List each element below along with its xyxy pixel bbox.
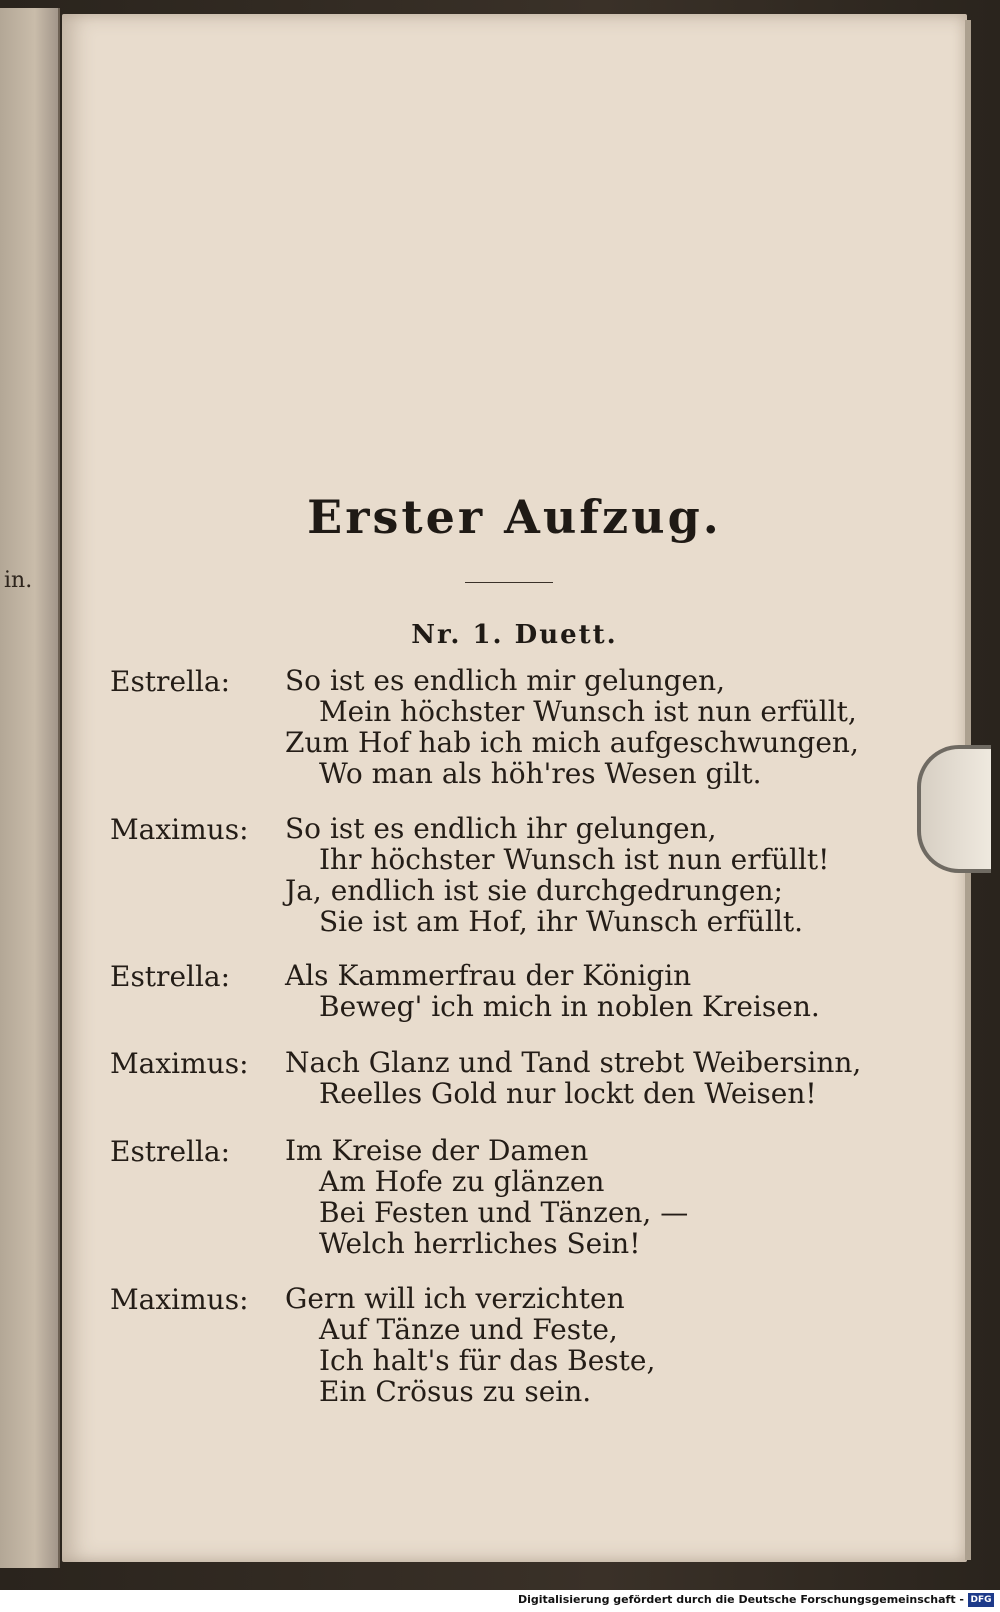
verse-line: Beweg' ich mich in noblen Kreisen.	[319, 990, 820, 1023]
verse-line: Nach Glanz und Tand strebt Weibersinn,	[285, 1046, 862, 1079]
title-divider	[465, 582, 553, 583]
speaker-label: Maximus:	[110, 1283, 249, 1316]
verse-lines	[285, 960, 820, 1022]
left-page-text-fragment: in.	[4, 568, 33, 593]
verse-line: Ihr höchster Wunsch ist nun erfüllt!	[319, 843, 830, 876]
funding-credit: Digitalisierung gefördert durch die Deutsche Forschungsgemeinschaft -	[517, 1593, 964, 1606]
section-heading: Nr. 1. Duett.	[411, 620, 618, 650]
speaker-label: Estrella:	[110, 665, 231, 698]
verse-line: Ein Crösus zu sein.	[319, 1375, 592, 1408]
verse-line: Reelles Gold nur lockt den Weisen!	[319, 1077, 817, 1110]
paper-clip	[917, 745, 991, 873]
left-page-edge	[0, 8, 60, 1568]
verse-line: Ich halt's für das Beste,	[319, 1344, 656, 1377]
verse-lines	[285, 1283, 655, 1407]
speaker-label: Estrella:	[110, 960, 231, 993]
verse-lines	[285, 665, 859, 789]
verse-line: Als Kammerfrau der Königin	[285, 959, 692, 992]
verse-line: Im Kreise der Damen	[285, 1134, 589, 1167]
speaker-label: Maximus:	[110, 1047, 249, 1080]
act-title: Erster Aufzug.	[307, 490, 722, 544]
verse-line: Zum Hof hab ich mich aufgeschwungen,	[285, 726, 859, 759]
verse-line: Gern will ich verzichten	[285, 1282, 625, 1315]
verse-line: Am Hofe zu glänzen	[319, 1165, 605, 1198]
verse-line: So ist es endlich mir gelungen,	[285, 664, 726, 697]
verse-line: Ja, endlich ist sie durchgedrungen;	[285, 874, 783, 907]
speaker-label: Estrella:	[110, 1135, 231, 1168]
verse-line: So ist es endlich ihr gelungen,	[285, 812, 717, 845]
verse-lines	[285, 1047, 861, 1109]
verse-lines	[285, 813, 829, 937]
verse-line: Auf Tänze und Feste,	[319, 1313, 618, 1346]
speaker-label: Maximus:	[110, 813, 249, 846]
dfg-logo: DFG	[968, 1593, 994, 1607]
verse-line: Bei Festen und Tänzen, —	[319, 1196, 689, 1229]
verse-line: Mein höchster Wunsch ist nun erfüllt,	[319, 695, 857, 728]
verse-line: Sie ist am Hof, ihr Wunsch erfüllt.	[319, 905, 804, 938]
verse-line: Welch herrliches Sein!	[319, 1227, 641, 1260]
verse-lines	[285, 1135, 688, 1259]
verse-line: Wo man als höh'res Wesen gilt.	[319, 757, 762, 790]
